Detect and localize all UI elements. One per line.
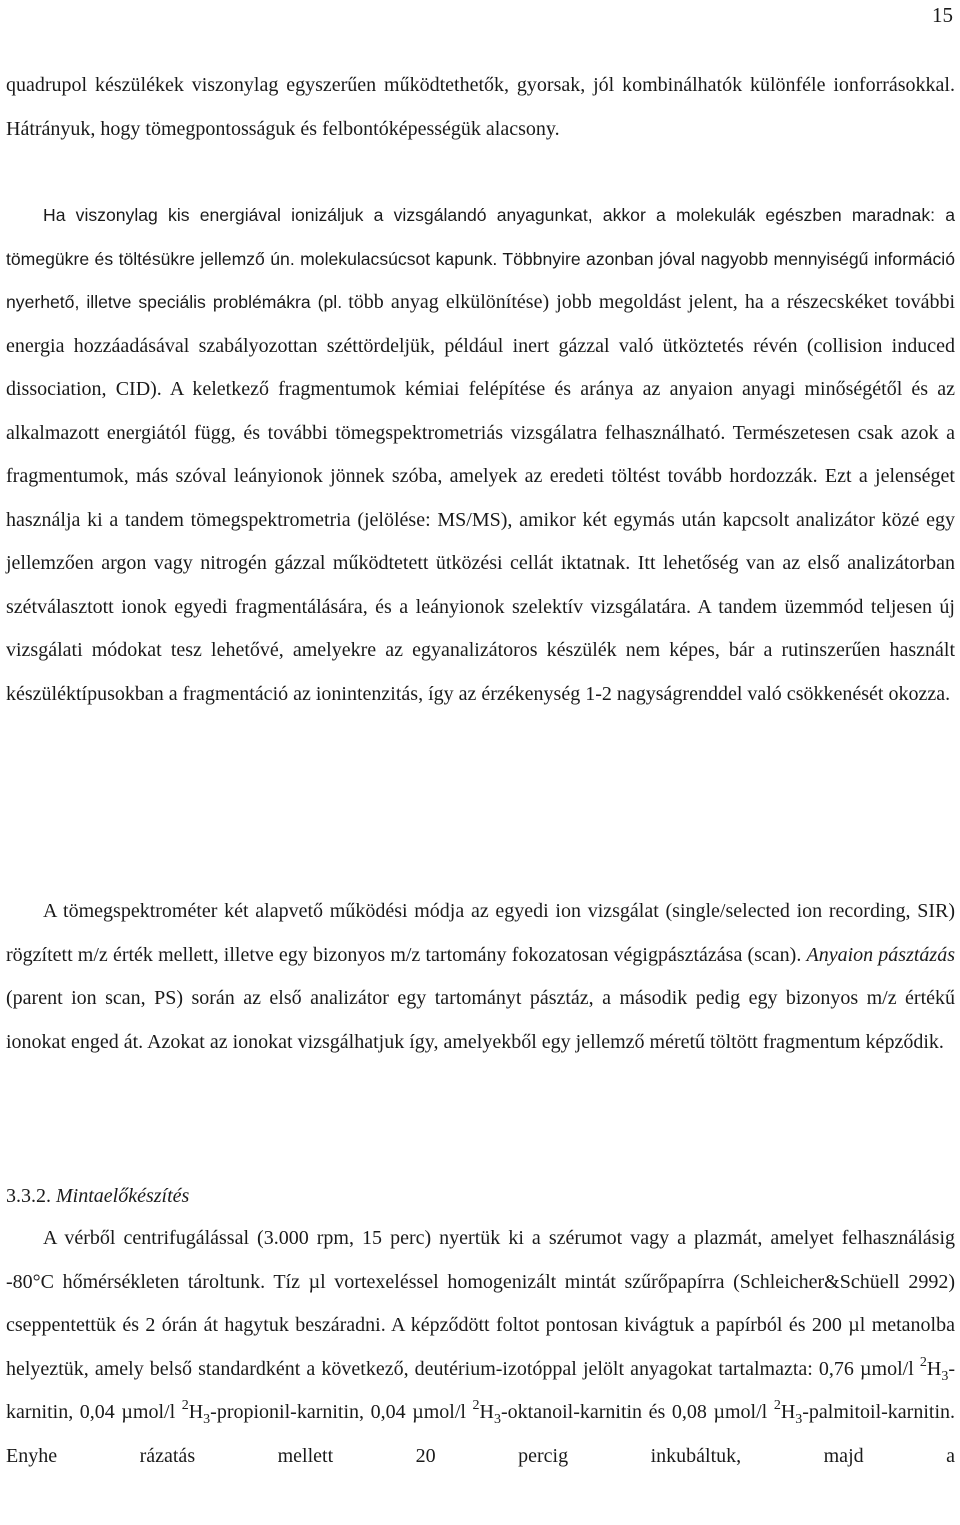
section-heading [6, 1176, 189, 1216]
sample-prep-text-5: -palmitoil-karnitin. Enyhe rázatás mellett 20 percig inkubáltuk, majd a [6, 1401, 956, 1467]
paragraph-fragmentation-serif-part: több anyag elkülönítése) jobb megoldást jelent, ha a részecskéket további energia hozzáadásával szabályozottan széttördeljük, például inert gázzal való ütköztetés révén (collision induced dissociation, CID). A keletkező fragmentumok kémiai felépítése és aránya az anyaion anyagi minőségétől és az alkalmazott energiától függ, és további tömegspektrometriás vizsgálatra felhasználható. Természetesen csak azok a fragmentumok, más szóval leányionok jönnek szóba, amelyek az eredeti töltést tovább hordozzák. Ezt a jelenséget használja ki a tandem tömegspektrometria (jelölése: MS/MS), amikor két egymás után kapcsolt analizátor közé egy jellemzően argon vagy nitrogén gázzal működtetett ütközési cellát iktatnak. Itt lehetőség van az első analizátorban szétválasztott ionok egyedi fragmentálására, és a leányionok szelektív vizsgálatára. A tandem üzemmód teljesen új vizsgálati módokat tesz lehetővé, amelyekre az egyanalizátoros készülék nem képes, bár a rutinszerűen használt készüléktípusokban a fragmentáció az ionintenzitás, így az érzékenység 1-2 nagyságrenddel való csökkenését okozza. [6, 291, 956, 705]
isotope-superscript: 2 [181, 1398, 189, 1413]
paragraph-operating-modes [6, 890, 955, 1064]
sample-prep-text-4: -oktanoil-karnitin és 0,08 µmol/l [500, 1401, 774, 1423]
paragraph-fragmentation-sans-part: Ha viszonylag kis energiával ionizáljuk a vizsgálandó anyagunkat, akkor a molekulák egészben maradnak: a tömegükre és töltésükre jellemző ún. molekulacsúcsot kapunk. Többnyire azonban jóval nagyobb mennyiségű információ nyerhető, illetve speciális problémákra (pl. [6, 205, 955, 312]
parent-ion-scan-term: Anyaion pásztázás [806, 943, 955, 966]
isotope-subscript: 3 [493, 1412, 501, 1427]
section-number: 3.3.2. [6, 1185, 51, 1207]
operating-modes-text-2: (parent ion scan, PS) során az első analizátor egy tartományt pásztáz, a második pedig egy bizonyos m/z értékű ionokat enged át. Azokat az ionokat vizsgálhatjuk így, amelyekből egy jellemző méretű töltött fragmentum képződik. [6, 987, 955, 1053]
paragraph-sample-preparation [6, 1217, 955, 1478]
isotope-superscript: 2 [773, 1398, 781, 1413]
isotope-subscript: 3 [941, 1368, 949, 1384]
sample-prep-text-1: A vérből centrifugálással (3.000 rpm, 15 perc) nyertük ki a szérumot vagy a plazmát, amelyet felhasználásig -80°C hőmérsékleten tároltunk. Tíz µl vortexeléssel homogenizált mintát szűrőpapírra (Schleicher&Schüell 2992) cseppentettük és 2 órán át hagytuk beszáradni. A képződött foltot pontosan kivágtuk a papírból és 200 µl metanolba helyeztük, amely belső standardként a következő, deutérium-izotóppal jelölt anyagokat tartalmazta: 0,76 µmol/l [6, 1227, 955, 1380]
page-number: 15 [932, 3, 953, 27]
isotope-subscript: 3 [203, 1412, 211, 1427]
paragraph-fragmentation [6, 194, 955, 716]
section-title: Mintaelőkészítés [56, 1185, 190, 1207]
sample-prep-text-2: -karnitin, 0,04 µmol/l [6, 1357, 955, 1423]
hydrogen-symbol: H [780, 1401, 796, 1423]
isotope-superscript: 2 [472, 1398, 480, 1413]
paragraph-quadrupole: quadrupol készülékek viszonylag egyszerűen működtethetők, gyorsak, jól kombinálhatók különféle ionforrásokkal. Hátrányuk, hogy tömegpontosságuk és felbontóképességük alacsony. [6, 74, 955, 140]
operating-modes-text-1: A tömegspektrométer két alapvető működési módja az egyedi ion vizsgálat (single/selected ion recording, SIR) rögzített m/z érték mellett, illetve egy bizonyos m/z tartomány fokozatosan végigpásztázása (scan). [6, 900, 955, 966]
isotope-subscript: 3 [795, 1412, 803, 1427]
sample-prep-text-3: -propionil-karnitin, 0,04 µmol/l [210, 1401, 473, 1423]
hydrogen-symbol: H [926, 1357, 942, 1380]
hydrogen-symbol: H [479, 1401, 494, 1423]
hydrogen-symbol: H [188, 1401, 204, 1423]
isotope-superscript: 2 [919, 1354, 927, 1370]
